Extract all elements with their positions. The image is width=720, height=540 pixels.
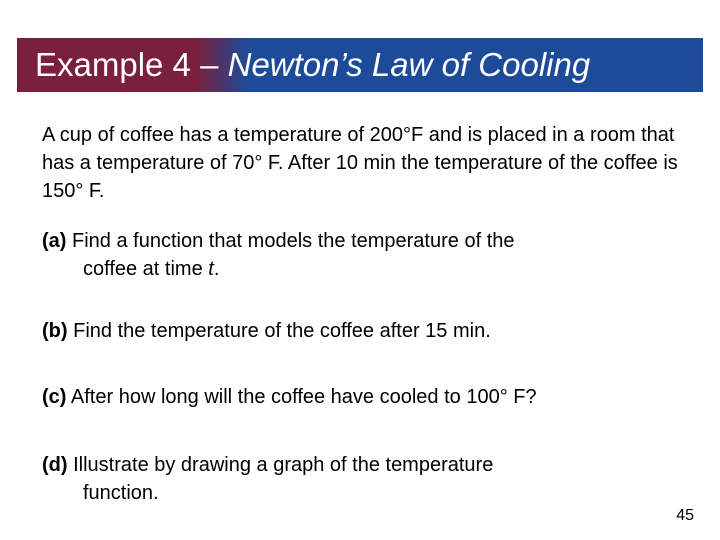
part-d <box>42 451 662 507</box>
part-a-line2-text: coffee at time <box>83 258 209 280</box>
part-a-line2 <box>42 255 662 283</box>
part-b-label: (b) <box>42 320 68 342</box>
part-a-variable: t <box>208 258 214 280</box>
part-a <box>42 227 662 283</box>
part-c-text: After how long will the coffee have cooled to 100° F? <box>66 386 537 408</box>
slide-title <box>35 46 590 84</box>
part-a-line1: Find a function that models the temperature of the <box>66 230 515 252</box>
page-number: 45 <box>676 507 694 524</box>
part-b <box>42 317 662 345</box>
title-prefix: Example 4 – <box>35 46 228 83</box>
intro-paragraph: A cup of coffee has a temperature of 200°F and is placed in a room that has a temperature of 70° F. After 10 min the temperature of the coffee is 150° F. <box>42 124 678 202</box>
title-main: Newton’s Law of Cooling <box>227 46 591 83</box>
part-d-line1: Illustrate by drawing a graph of the temperature <box>67 454 494 476</box>
part-a-label: (a) <box>42 230 67 252</box>
part-b-text: Find the temperature of the coffee after 15 min. <box>67 320 491 342</box>
part-c <box>42 383 662 411</box>
title-bar <box>17 38 703 92</box>
part-d-line2: function. <box>83 482 159 504</box>
part-d-label: (d) <box>42 454 68 476</box>
part-a-line2-end: . <box>213 258 220 280</box>
part-c-label: (c) <box>42 386 67 408</box>
